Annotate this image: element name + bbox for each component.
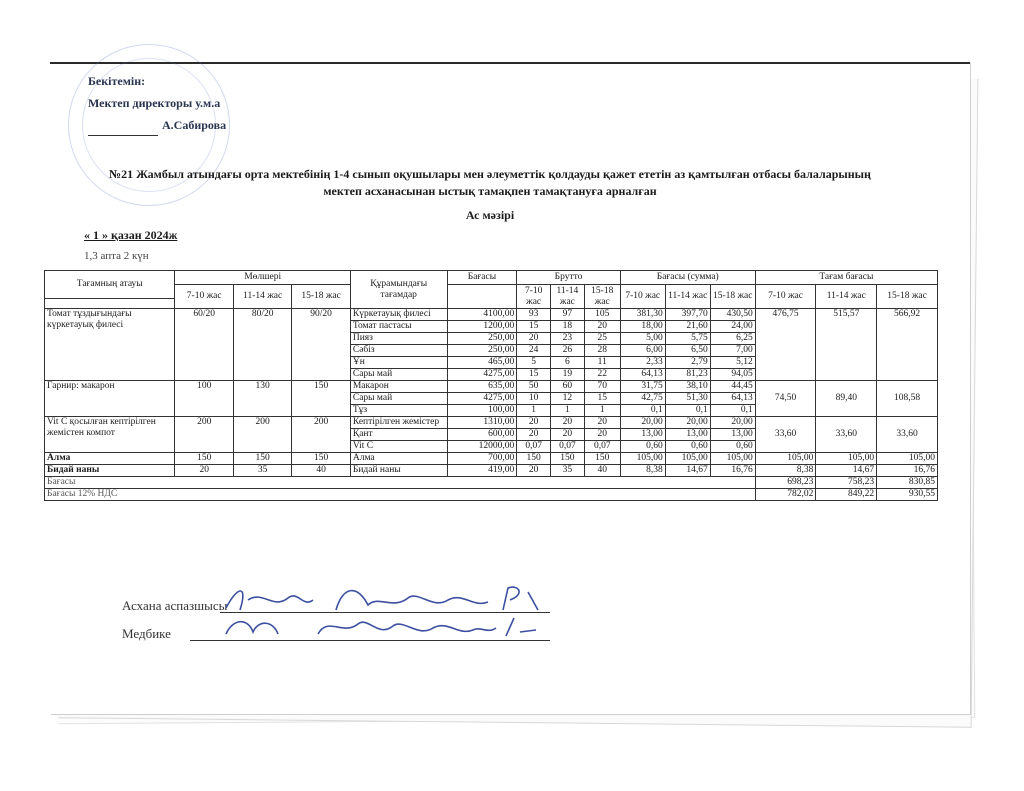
- ingredient-name: Күркетауық филесі: [350, 309, 447, 321]
- ingredient-sum: 381,30: [620, 309, 665, 321]
- apple-portion: 150: [292, 453, 350, 465]
- apple-portion: 150: [233, 453, 291, 465]
- dish-3-portion-11-14: 200: [233, 417, 291, 453]
- dish-2-total-7-10: 74,50: [755, 381, 816, 417]
- apple-total: 105,00: [755, 453, 816, 465]
- dish-name-1: Томат тұздығындағы күркетауық филесі: [45, 309, 175, 381]
- ingredient-sum: 64,13: [620, 369, 665, 381]
- ingredient-price: 100,00: [447, 405, 517, 417]
- ingredient-gross: 26: [551, 345, 585, 357]
- ingredient-price: 4275,00: [447, 393, 517, 405]
- ingredient-sum: 18,00: [620, 321, 665, 333]
- header-dish-name-filler: [45, 299, 175, 309]
- ingredient-price: 700,00: [447, 453, 517, 465]
- ingredient-sum: 6,00: [620, 345, 665, 357]
- ingredient-sum: 13,00: [710, 429, 755, 441]
- ingredient-sum: 0,1: [665, 405, 710, 417]
- menu-week: 1,3 апта 2 күн: [84, 250, 149, 262]
- summary-price-15-18: 830,85: [877, 477, 938, 489]
- ingredient-gross: 6: [551, 357, 585, 369]
- dish-2-portion-15-18: 150: [292, 381, 350, 417]
- summary-vat-15-18: 930,55: [877, 489, 938, 501]
- header-dish-name: Тағамның атауы: [45, 271, 175, 299]
- ingredient-gross: 50: [517, 381, 551, 393]
- approval-position: Мектеп директоры у.м.а: [88, 96, 221, 110]
- ingredient-gross: 20: [551, 429, 585, 441]
- ingredient-sum: 105,00: [710, 453, 755, 465]
- dish-1-total-11-14: 515,57: [816, 309, 877, 381]
- ingredient-gross: 22: [584, 369, 620, 381]
- ingredient-gross: 35: [551, 465, 585, 477]
- ingredient-gross: 18: [551, 321, 585, 333]
- ingredient-sum: 105,00: [620, 453, 665, 465]
- approval-signature-row: [88, 114, 226, 136]
- ingredient-gross: 12: [551, 393, 585, 405]
- ingredient-sum: 2,33: [620, 357, 665, 369]
- ingredient-price: 600,00: [447, 429, 517, 441]
- ingredient-gross: 10: [517, 393, 551, 405]
- ingredient-gross: 15: [517, 321, 551, 333]
- header-sum-7-10: 7-10 жас: [620, 285, 665, 309]
- ingredient-gross: 20: [517, 429, 551, 441]
- dish-3-total-11-14: 33,60: [816, 417, 877, 453]
- dish-1-portion-15-18: 90/20: [292, 309, 350, 381]
- ingredient-sum: 94,05: [710, 369, 755, 381]
- document-title: [100, 166, 880, 200]
- ingredient-gross: 20: [584, 321, 620, 333]
- ingredient-sum: 6,25: [710, 333, 755, 345]
- ingredient-sum: 81,23: [665, 369, 710, 381]
- dish-1-total-15-18: 566,92: [877, 309, 938, 381]
- header-price: Бағасы: [447, 271, 517, 285]
- summary-vat-11-14: 849,22: [816, 489, 877, 501]
- ingredient-gross: 15: [584, 393, 620, 405]
- dish-2-total-15-18: 108,58: [877, 381, 938, 417]
- ingredient-price: 4275,00: [447, 369, 517, 381]
- signature-label-cook: Асхана аспазшысы: [122, 598, 228, 613]
- ingredient-gross: 1: [584, 405, 620, 417]
- dish-3-portion-15-18: 200: [292, 417, 350, 453]
- ingredient-sum: 397,70: [665, 309, 710, 321]
- ingredient-gross: 0,07: [584, 441, 620, 453]
- ingredient-sum: 44,45: [710, 381, 755, 393]
- bread-total: 16,76: [877, 465, 938, 477]
- header-gross-11-14: 11-14 жас: [551, 285, 585, 309]
- ingredient-price: 12000,00: [447, 441, 517, 453]
- ingredient-sum: 51,30: [665, 393, 710, 405]
- ingredient-gross: 20: [517, 417, 551, 429]
- ingredient-price: 1310,00: [447, 417, 517, 429]
- ingredient-gross: 23: [551, 333, 585, 345]
- title-line-2: мектеп асханасынан ыстық тамақпен тамақтануға арналған: [323, 184, 657, 198]
- ingredient-sum: 13,00: [665, 429, 710, 441]
- ingredient-gross: 5: [517, 357, 551, 369]
- bread-total: 8,38: [755, 465, 816, 477]
- ingredient-sum: 42,75: [620, 393, 665, 405]
- ingredient-sum: 0,60: [665, 441, 710, 453]
- ingredient-gross: 150: [584, 453, 620, 465]
- ingredient-gross: 15: [517, 369, 551, 381]
- apple-total: 105,00: [877, 453, 938, 465]
- ingredient-sum: 24,00: [710, 321, 755, 333]
- ingredient-gross: 20: [517, 333, 551, 345]
- dish-3-portion-7-10: 200: [175, 417, 233, 453]
- header-portion: Мөлшері: [175, 271, 350, 285]
- ingredient-sum: 0,60: [710, 441, 755, 453]
- ingredient-sum: 5,00: [620, 333, 665, 345]
- ingredient-gross: 20: [517, 465, 551, 477]
- ingredient-gross: 20: [584, 429, 620, 441]
- ingredient-name: Макарон: [350, 381, 447, 393]
- ingredient-sum: 5,75: [665, 333, 710, 345]
- header-portion-11-14: 11-14 жас: [233, 285, 291, 309]
- ingredient-gross: 19: [551, 369, 585, 381]
- header-total-7-10: 7-10 жас: [755, 285, 816, 309]
- dish-2-total-11-14: 89,40: [816, 381, 877, 417]
- ingredient-name: Сары май: [350, 393, 447, 405]
- ingredient-sum: 2,79: [665, 357, 710, 369]
- ingredient-name: Сары май: [350, 369, 447, 381]
- header-sum-11-14: 11-14 жас: [665, 285, 710, 309]
- dish-1-portion-7-10: 60/20: [175, 309, 233, 381]
- ingredient-name: Қант: [350, 429, 447, 441]
- dish-3-total-15-18: 33,60: [877, 417, 938, 453]
- ingredient-gross: 93: [517, 309, 551, 321]
- ingredient-price: 1200,00: [447, 321, 517, 333]
- menu-label: Ас мәзірі: [465, 208, 515, 222]
- ingredient-sum: 8,38: [620, 465, 665, 477]
- ingredient-name: Тұз: [350, 405, 447, 417]
- header-gross: Брутто: [517, 271, 620, 285]
- ingredient-price: 250,00: [447, 345, 517, 357]
- ingredient-price: 465,00: [447, 357, 517, 369]
- ingredient-name: Бидай наны: [350, 465, 447, 477]
- dish-name-3: Vit C қосылған кептірілген жемістен компот: [45, 417, 175, 453]
- ingredient-name: Сәбіз: [350, 345, 447, 357]
- ingredient-sum: 430,50: [710, 309, 755, 321]
- ingredient-sum: 20,00: [620, 417, 665, 429]
- bread-portion: 40: [292, 465, 350, 477]
- ingredient-gross: 97: [551, 309, 585, 321]
- approval-title: Бекітемін:: [88, 74, 146, 88]
- ingredient-sum: 0,1: [710, 405, 755, 417]
- ingredient-sum: 105,00: [665, 453, 710, 465]
- ingredient-name: Кептірілген жемістер: [350, 417, 447, 429]
- dish-name-apple: Алма: [45, 453, 175, 465]
- ingredient-gross: 1: [551, 405, 585, 417]
- ingredient-price: 419,00: [447, 465, 517, 477]
- summary-label-price: Бағасы: [45, 477, 756, 489]
- signature-scribble-nurse: [218, 608, 548, 648]
- header-portion-15-18: 15-18 жас: [292, 285, 350, 309]
- ingredient-gross: 40: [584, 465, 620, 477]
- ingredient-sum: 7,00: [710, 345, 755, 357]
- bread-portion: 35: [233, 465, 291, 477]
- ingredient-gross: 0,07: [517, 441, 551, 453]
- ingredient-name: Пияз: [350, 333, 447, 345]
- ingredient-sum: 31,75: [620, 381, 665, 393]
- signature-line: [88, 135, 158, 136]
- ingredient-sum: 64,13: [710, 393, 755, 405]
- dish-2-portion-11-14: 130: [233, 381, 291, 417]
- ingredient-gross: 28: [584, 345, 620, 357]
- header-gross-15-18: 15-18 жас: [584, 285, 620, 309]
- dish-name-bread: Бидай наны: [45, 465, 175, 477]
- dish-name-2: Гарнир: макарон: [45, 381, 175, 417]
- header-gross-7-10: 7-10 жас: [517, 285, 551, 309]
- ingredient-gross: 11: [584, 357, 620, 369]
- ingredient-sum: 0,1: [620, 405, 665, 417]
- ingredient-sum: 20,00: [710, 417, 755, 429]
- ingredient-price: 4100,00: [447, 309, 517, 321]
- summary-vat-7-10: 782,02: [755, 489, 816, 501]
- header-cost-sum: Бағасы (сумма): [620, 271, 755, 285]
- dish-2-portion-7-10: 100: [175, 381, 233, 417]
- apple-portion: 150: [175, 453, 233, 465]
- bread-portion: 20: [175, 465, 233, 477]
- summary-label-vat: Бағасы 12% НДС: [45, 489, 756, 501]
- ingredient-gross: 24: [517, 345, 551, 357]
- ingredient-name: Томат пастасы: [350, 321, 447, 333]
- ingredient-gross: 20: [551, 417, 585, 429]
- summary-price-7-10: 698,23: [755, 477, 816, 489]
- title-line-1: №21 Жамбыл атындағы орта мектебінің 1-4 сынып оқушылары мен әлеуметтік қолдауды қажет ететін аз қамтылған отбасы балаларының: [109, 167, 871, 181]
- menu-table: [44, 270, 938, 501]
- signature-label-nurse: Медбике: [122, 626, 171, 641]
- header-dish-price: Тағам бағасы: [755, 271, 937, 285]
- ingredient-gross: 105: [584, 309, 620, 321]
- ingredient-sum: 21,60: [665, 321, 710, 333]
- ingredient-gross: 1: [517, 405, 551, 417]
- ingredient-sum: 16,76: [710, 465, 755, 477]
- ingredient-sum: 20,00: [665, 417, 710, 429]
- ingredient-gross: 150: [551, 453, 585, 465]
- ingredient-name: Vit C: [350, 441, 447, 453]
- approval-name: А.Сабирова: [162, 118, 227, 132]
- approval-block: [88, 70, 226, 136]
- ingredient-sum: 0,60: [620, 441, 665, 453]
- header-price-empty: [447, 285, 517, 309]
- ingredient-price: 635,00: [447, 381, 517, 393]
- ingredient-gross: 25: [584, 333, 620, 345]
- header-ingredients: Құрамындағы тағамдар: [350, 271, 447, 309]
- dish-1-total-7-10: 476,75: [755, 309, 816, 381]
- ingredient-sum: 6,50: [665, 345, 710, 357]
- header-portion-7-10: 7-10 жас: [175, 285, 233, 309]
- dish-1-portion-11-14: 80/20: [233, 309, 291, 381]
- ingredient-sum: 13,00: [620, 429, 665, 441]
- apple-total: 105,00: [816, 453, 877, 465]
- header-total-11-14: 11-14 жас: [816, 285, 877, 309]
- ingredient-price: 250,00: [447, 333, 517, 345]
- ingredient-name: Ұн: [350, 357, 447, 369]
- ingredient-gross: 70: [584, 381, 620, 393]
- header-total-15-18: 15-18 жас: [877, 285, 938, 309]
- menu-date: « 1 » қазан 2024ж: [84, 228, 178, 242]
- ingredient-sum: 5,12: [710, 357, 755, 369]
- bread-total: 14,67: [816, 465, 877, 477]
- ingredient-sum: 38,10: [665, 381, 710, 393]
- ingredient-gross: 0,07: [551, 441, 585, 453]
- summary-price-11-14: 758,23: [816, 477, 877, 489]
- dish-3-total-7-10: 33,60: [755, 417, 816, 453]
- header-sum-15-18: 15-18 жас: [710, 285, 755, 309]
- ingredient-gross: 60: [551, 381, 585, 393]
- ingredient-gross: 150: [517, 453, 551, 465]
- ingredient-sum: 14,67: [665, 465, 710, 477]
- ingredient-name: Алма: [350, 453, 447, 465]
- ingredient-gross: 20: [584, 417, 620, 429]
